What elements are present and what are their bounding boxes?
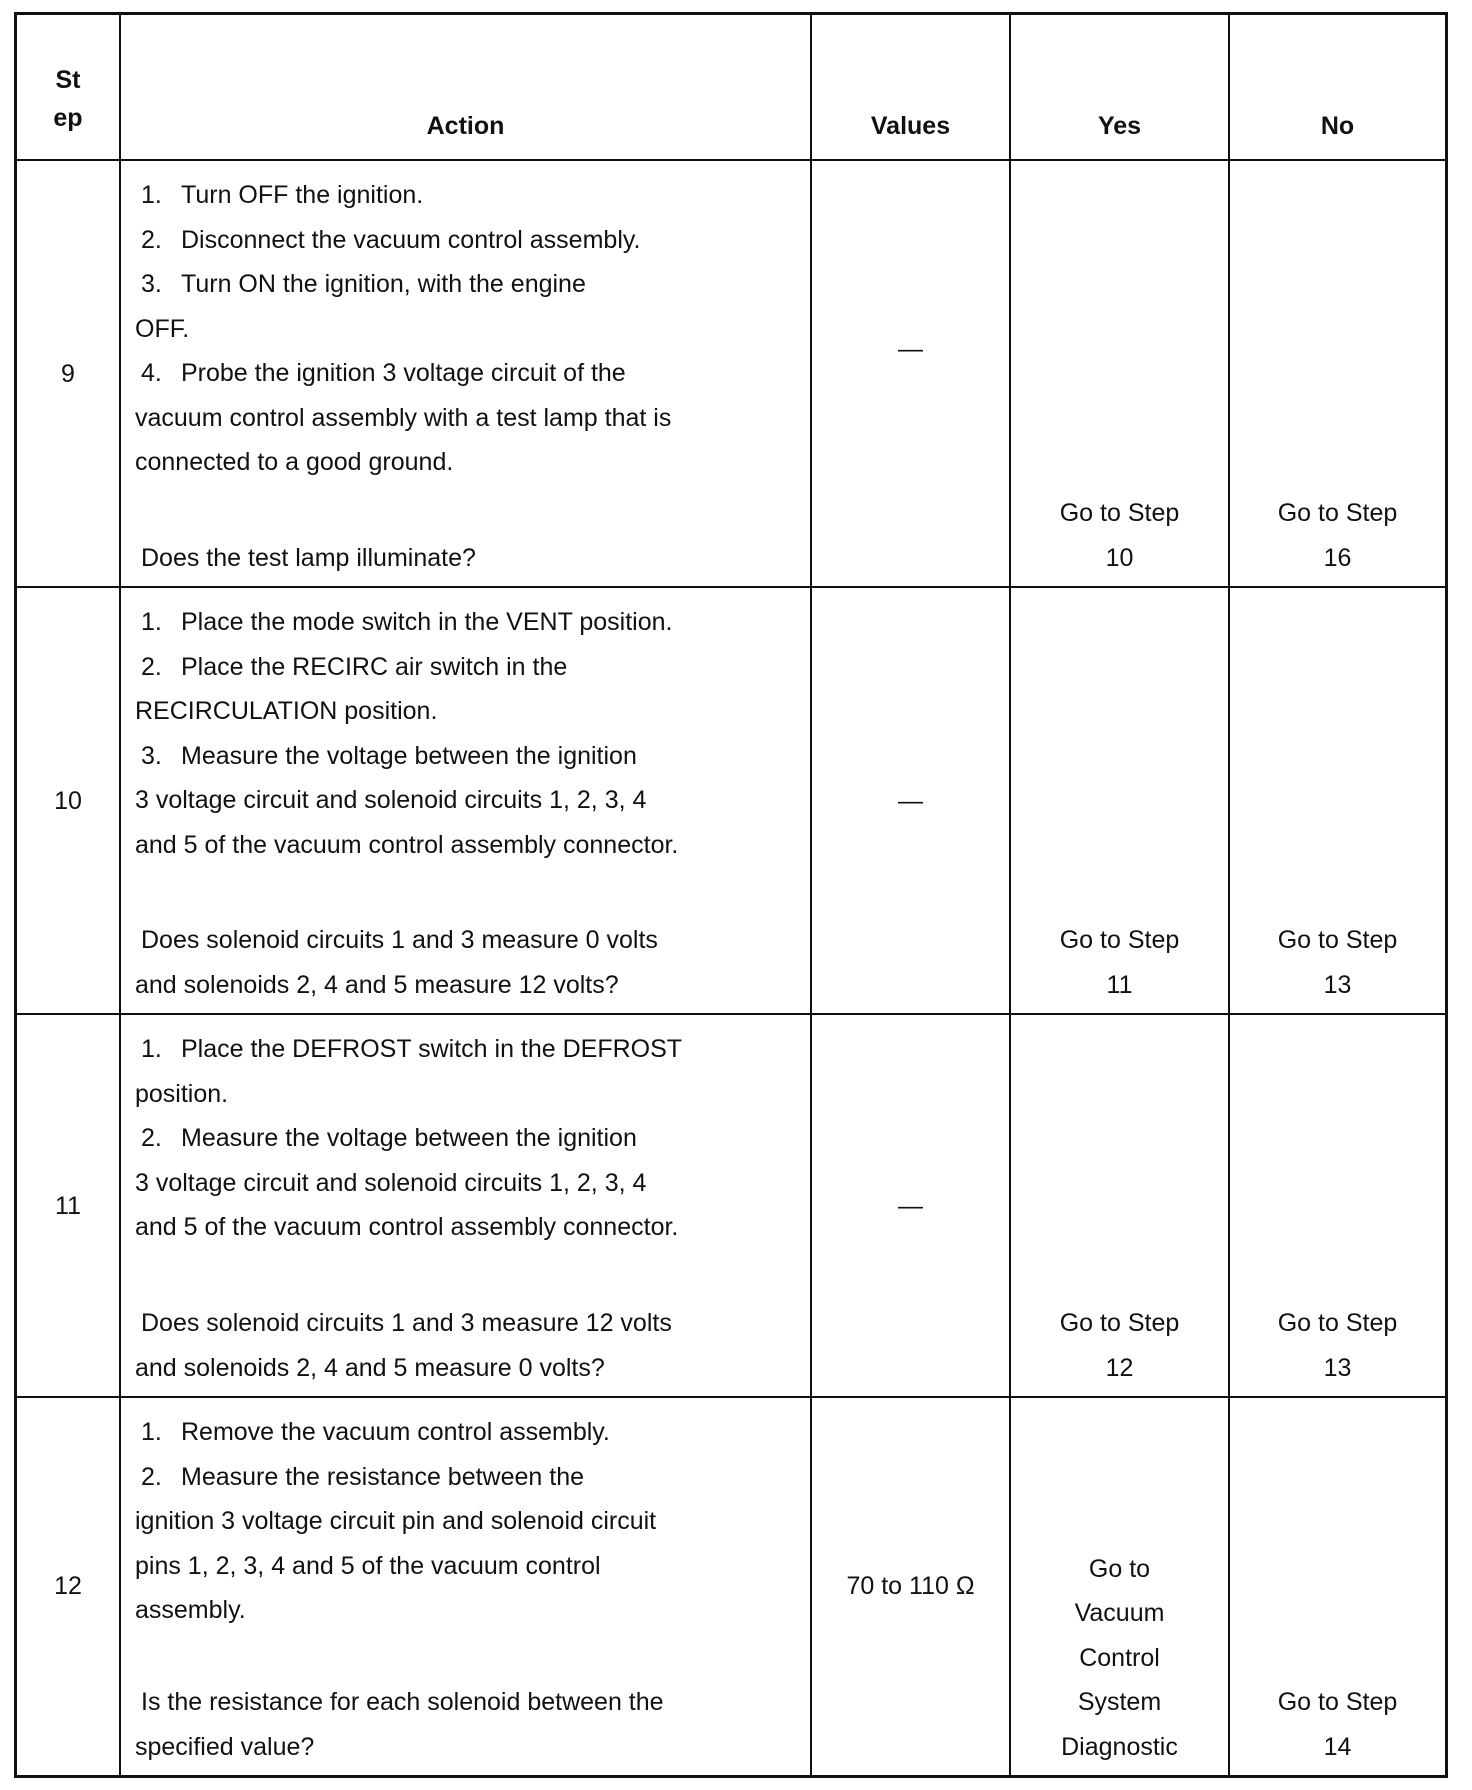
action-line: and 5 of the vacuum control assembly connector. xyxy=(135,1213,679,1241)
step-cell xyxy=(17,161,121,586)
header-values-text: Values xyxy=(870,112,951,140)
table-row xyxy=(17,161,1445,588)
yes-text: Go to Step 10 xyxy=(1059,499,1180,572)
action-line: pins 1, 2, 3, 4 and 5 of the vacuum control xyxy=(135,1551,601,1580)
no-cell xyxy=(1230,161,1445,586)
yes-cell xyxy=(1011,588,1230,1013)
action-line: ignition 3 voltage circuit pin and solenoid circuit xyxy=(135,1507,657,1535)
no-text: Go to Step 14 xyxy=(1277,1688,1398,1761)
action-line: 1. Turn OFF the ignition. xyxy=(141,181,424,209)
action-cell xyxy=(121,588,812,1013)
table-row xyxy=(17,1398,1445,1775)
yes-text: Go to Vacuum Control System Diagnostic xyxy=(1061,1554,1178,1761)
values-cell xyxy=(812,161,1011,586)
action-line: and 5 of the vacuum control assembly connector. xyxy=(135,830,679,859)
action-question: Is the resistance for each solenoid between the specified value? xyxy=(135,1688,664,1761)
yes-text: Go to Step 11 xyxy=(1059,926,1180,999)
header-step-text: St ep xyxy=(53,66,83,132)
action-steps xyxy=(135,1027,804,1250)
action-steps xyxy=(135,600,804,867)
step-number: 12 xyxy=(54,1571,82,1600)
values-cell xyxy=(812,1398,1011,1775)
table-row xyxy=(17,588,1445,1015)
action-line: 3. Measure the voltage between the ignition xyxy=(141,741,637,770)
action-line: RECIRCULATION position. xyxy=(135,697,438,725)
no-text: Go to Step 13 xyxy=(1277,1309,1398,1382)
step-number: 10 xyxy=(54,786,82,815)
step-number: 11 xyxy=(55,1191,81,1220)
no-cell xyxy=(1230,1015,1445,1396)
values-text: — xyxy=(898,786,923,815)
action-line: 2. Measure the resistance between the xyxy=(141,1462,585,1491)
yes-text: Go to Step 12 xyxy=(1059,1309,1180,1382)
action-cell xyxy=(121,161,812,586)
action-question: Does the test lamp illuminate? xyxy=(141,543,476,572)
header-yes xyxy=(1011,15,1230,159)
action-question: Does solenoid circuits 1 and 3 measure 12 volts and solenoids 2, 4 and 5 measure 0 volts? xyxy=(135,1309,672,1382)
header-yes-text: Yes xyxy=(1097,112,1142,140)
header-step xyxy=(17,15,121,159)
header-no xyxy=(1230,15,1445,159)
action-line: 3 voltage circuit and solenoid circuits 1, 2, 3, 4 xyxy=(135,1168,647,1197)
action-question: Does solenoid circuits 1 and 3 measure 0 volts and solenoids 2, 4 and 5 measure 12 volts? xyxy=(135,926,658,999)
action-steps xyxy=(135,173,804,485)
action-cell xyxy=(121,1015,812,1396)
action-line: 1. Remove the vacuum control assembly. xyxy=(141,1418,610,1446)
action-line: connected to a good ground. xyxy=(135,448,454,476)
values-cell xyxy=(812,588,1011,1013)
action-line: vacuum control assembly with a test lamp that is xyxy=(135,403,672,432)
action-line: 1. Place the mode switch in the VENT position. xyxy=(141,608,673,636)
no-text: Go to Step 16 xyxy=(1277,499,1398,572)
action-cell xyxy=(121,1398,812,1775)
header-action xyxy=(121,15,812,159)
table-row xyxy=(17,1015,1445,1398)
action-line: 2. Measure the voltage between the ignition xyxy=(141,1124,637,1152)
action-steps xyxy=(135,1410,804,1633)
yes-cell xyxy=(1011,161,1230,586)
action-line: 1. Place the DEFROST switch in the DEFROST xyxy=(141,1035,683,1063)
values-cell xyxy=(812,1015,1011,1396)
action-line: 4. Probe the ignition 3 voltage circuit of the xyxy=(141,359,626,387)
yes-cell xyxy=(1011,1015,1230,1396)
step-cell xyxy=(17,1015,121,1396)
action-line: 3 voltage circuit and solenoid circuits 1, 2, 3, 4 xyxy=(135,786,647,814)
action-line: 2. Disconnect the vacuum control assembly. xyxy=(141,225,641,254)
action-line: position. xyxy=(135,1079,229,1108)
action-line: assembly. xyxy=(135,1596,246,1624)
no-text: Go to Step 13 xyxy=(1277,926,1398,999)
action-line: 3. Turn ON the ignition, with the engine xyxy=(141,270,586,298)
header-action-text: Action xyxy=(426,112,505,140)
yes-cell xyxy=(1011,1398,1230,1775)
values-text: 70 to 110 Ω xyxy=(846,1571,975,1600)
no-cell xyxy=(1230,588,1445,1013)
header-values xyxy=(812,15,1011,159)
diagnostic-table xyxy=(14,12,1448,1778)
values-text: — xyxy=(898,334,923,363)
action-line: OFF. xyxy=(135,314,190,343)
step-cell xyxy=(17,588,121,1013)
header-no-text: No xyxy=(1320,112,1355,140)
step-cell xyxy=(17,1398,121,1775)
table-header-row xyxy=(17,15,1445,161)
no-cell xyxy=(1230,1398,1445,1775)
action-line: 2. Place the RECIRC air switch in the xyxy=(141,652,568,681)
values-text: — xyxy=(898,1191,923,1220)
step-number: 9 xyxy=(61,359,75,388)
